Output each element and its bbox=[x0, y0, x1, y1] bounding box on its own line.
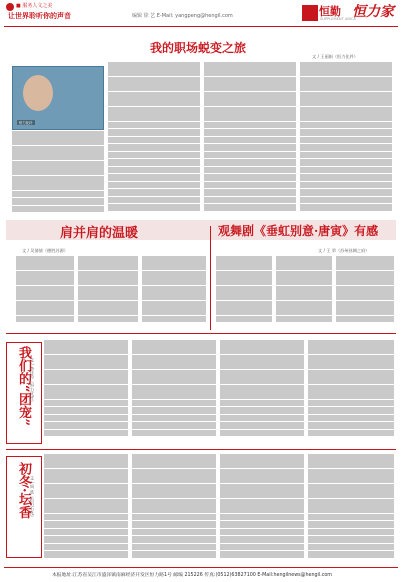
article-text-dance-col3 bbox=[336, 256, 394, 328]
photo-caption: 恒力化纤 bbox=[19, 121, 33, 125]
article-text-career-col1 bbox=[12, 131, 104, 217]
article-byline-dance: 文 / 王 翠（苏州丝绸之府） bbox=[318, 248, 370, 253]
article-text-pets-col4 bbox=[308, 340, 394, 444]
company-logo-text: 恒勤 bbox=[319, 5, 341, 18]
article-text-career-col3 bbox=[204, 62, 296, 217]
article-text-pets-col3 bbox=[220, 340, 304, 444]
header-slogan-top: ■ 服务人文之美 bbox=[16, 3, 53, 9]
article-text-winter-col1 bbox=[44, 454, 128, 562]
article-text-career-col2 bbox=[108, 62, 200, 217]
person-photo-icon bbox=[23, 75, 53, 111]
article-text-warmth-col2 bbox=[78, 256, 138, 328]
article-title-warmth: 肩并肩的温暖 bbox=[60, 226, 139, 241]
section-rule-2 bbox=[6, 449, 396, 450]
footer-rule bbox=[4, 567, 398, 568]
article-byline-warmth: 文 / 吴倩倩（德胜苏源） bbox=[22, 248, 68, 253]
article-text-pets-col1 bbox=[44, 340, 128, 444]
article-text-warmth-col3 bbox=[142, 256, 206, 328]
article-title-dance: 观舞剧《垂虹别意·唐寅》有感 bbox=[218, 224, 379, 238]
page-header bbox=[0, 0, 402, 26]
article-title-career: 我的职场蜕变之旅 bbox=[150, 41, 247, 55]
footer-contact: 本报地址:江苏省吴江市盛泽镇南麻经济开发区恒力路1号 邮编 215226 传真:(0512)63827100 E-Mail:hengilnews@hengil.com bbox=[52, 573, 332, 578]
article-byline-pets: 文 / 李佳玲（恒力化纤） bbox=[30, 358, 35, 404]
header-slogan: 让世界聆听你的声音 bbox=[8, 12, 71, 20]
article-byline-winter: 文 / 周 欣（恒力石化） bbox=[30, 476, 35, 520]
article-text-winter-col3 bbox=[220, 454, 304, 562]
article-text-winter-col2 bbox=[132, 454, 216, 562]
article-photo bbox=[12, 66, 104, 130]
section-rule bbox=[6, 333, 396, 334]
article-text-warmth-col1 bbox=[16, 256, 74, 328]
header-rule bbox=[4, 26, 398, 27]
article-text-winter-col4 bbox=[308, 454, 394, 562]
header-meta: 编辑 徐 艺 E-Mail: yangpeng@hengil.com bbox=[132, 13, 233, 19]
company-logo-icon bbox=[302, 5, 318, 21]
article-byline-career: 文 / 王丽娟（恒力化纤） bbox=[312, 54, 358, 59]
supplement-label: SUPPLEMENT ABICA bbox=[320, 17, 356, 21]
article-title-winter: 初冬·坛香 bbox=[16, 462, 31, 519]
article-text-dance-col1 bbox=[216, 256, 272, 328]
brand-dot-icon bbox=[6, 3, 14, 11]
supplement-brand: 恒力家 bbox=[352, 4, 394, 20]
article-text-dance-col2 bbox=[276, 256, 332, 328]
article-text-pets-col2 bbox=[132, 340, 216, 444]
article-text-career-col4 bbox=[300, 62, 392, 217]
page-footer bbox=[0, 569, 402, 581]
article-title-pets: 我们的“团宠” bbox=[16, 346, 31, 426]
column-divider bbox=[210, 226, 211, 330]
